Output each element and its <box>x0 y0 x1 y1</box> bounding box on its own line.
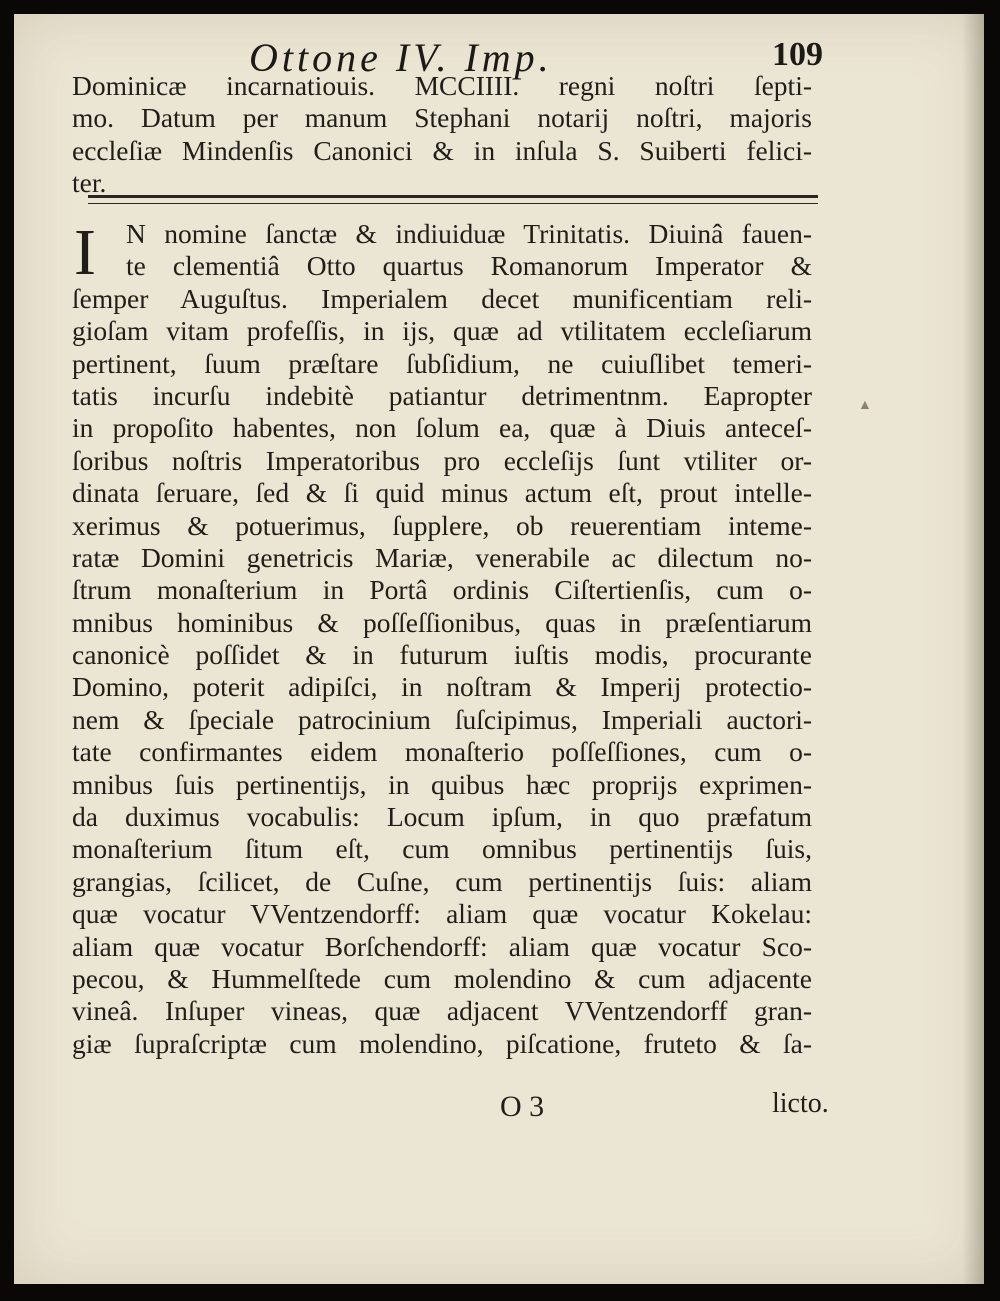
text-line: mnibus ſuis pertinentijs, in quibus hæc proprijs exprimen- <box>72 768 812 800</box>
text-line: vineâ. Inſuper vineas, quæ adjacent VVentzendorff gran- <box>72 995 812 1027</box>
text-line: pecou, & Hummelſtede cum molendino & cum adjacente <box>72 962 812 994</box>
text-line: Dominicæ incarnatiouis. MCCIIII. regni noſtri ſepti- <box>72 70 812 101</box>
text-line: aliam quæ vocatur Borſchendorff: aliam quæ vocatur Sco- <box>72 930 812 962</box>
text-line: gioſam vitam profeſſis, in ijs, quæ ad vtilitatem eccleſiarum <box>72 315 812 347</box>
running-head: Ottone IV. Imp. <box>249 35 553 80</box>
text-line: canonicè poſſidet & in futurum iuſtis modis, procurante <box>72 639 812 671</box>
text-line: dinata ſeruare, ſed & ſi quid minus actum eſt, prout intelle- <box>72 477 812 509</box>
text-line: pertinent, ſuum præſtare ſubſidium, ne cuiuſlibet temeri- <box>72 347 812 379</box>
text-line: ſtrum monaſterium in Portâ ordinis Ciſtertienſis, cum o- <box>72 574 812 606</box>
text-line: in propoſito habentes, non ſolum ea, quæ à Diuis anteceſ- <box>72 412 812 444</box>
text-line: nem & ſpeciale patrocinium ſuſcipimus, Imperiali auctori- <box>72 703 812 735</box>
text-line: ſoribus noſtris Imperatoribus pro eccleſijs ſunt vtiliter or- <box>72 444 812 476</box>
text-line: eccleſiæ Mindenſis Canonici & in inſula S. Suiberti felici- <box>72 134 812 166</box>
drop-cap: I <box>74 216 96 289</box>
text-line: grangias, ſcilicet, de Cuſne, cum pertinentijs ſuis: aliam <box>72 865 812 897</box>
text-line: mo. Datum per manum Stephani notarij noſtri, majoris <box>72 102 812 134</box>
text-line: N nomine ſanctæ & indiuiduæ Trinitatis. Diuinâ fauen- <box>126 218 812 249</box>
text-line: giæ ſupraſcriptæ cum molendino, piſcatione, fruteto & ſa- <box>72 1027 812 1059</box>
section-divider <box>88 195 818 204</box>
ink-speck: ▲ <box>858 398 872 413</box>
text-line: xerimus & potuerimus, ſupplere, ob reuerentiam inteme- <box>72 509 812 541</box>
page-number: 109 <box>772 36 823 73</box>
text-line: da duximus vocabulis: Locum ipſum, in quo præfatum <box>72 801 812 833</box>
text-line: tatis incurſu indebitè patiantur detrimentnm. Eapropter <box>72 379 812 411</box>
text-line: te clementiâ Otto quartus Romanorum Imperator & <box>126 250 812 282</box>
text-line: mnibus hominibus & poſſeſſionibus, quas in præſentiarum <box>72 606 812 638</box>
top-paragraph <box>72 70 812 200</box>
text-line: monaſterium ſitum eſt, cum omnibus pertinentijs ſuis, <box>72 833 812 865</box>
text-line: ſemper Auguſtus. Imperialem decet munificentiam reli- <box>72 282 812 314</box>
catchword: licto. <box>772 1088 829 1119</box>
text-line: ter. <box>72 167 107 199</box>
text-line: ratæ Domini genetricis Mariæ, venerabile ac dilectum no- <box>72 541 812 573</box>
signature-mark: O 3 <box>500 1090 545 1123</box>
text-line: Domino, poterit adipiſci, in noſtram & Imperij protectio- <box>72 671 812 703</box>
text-line: quæ vocatur VVentzendorff: aliam quæ vocatur Kokelau: <box>72 898 812 930</box>
text-line: tate confirmantes eidem monaſterio poſſeſſiones, cum o- <box>72 736 812 768</box>
main-paragraph <box>72 218 812 1060</box>
